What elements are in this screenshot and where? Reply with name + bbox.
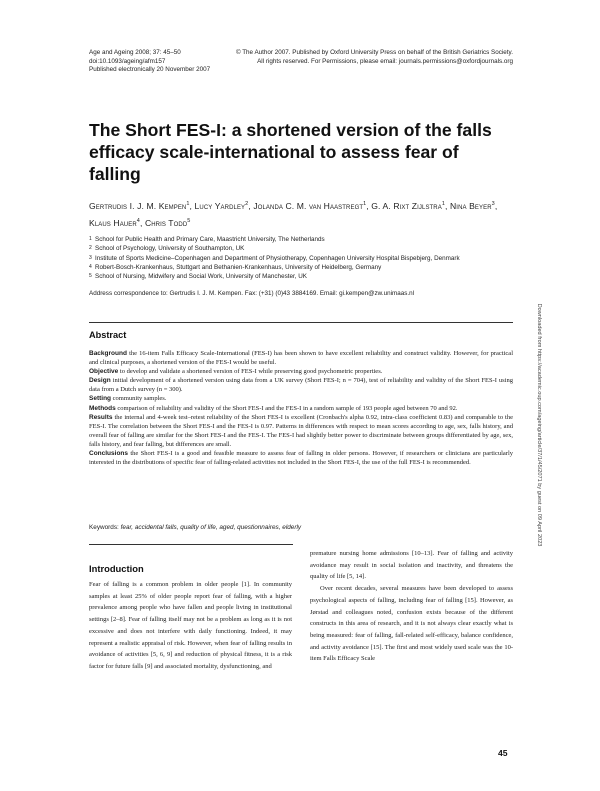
abstract-section-methods: [89, 404, 513, 413]
abstract-heading: Abstract: [89, 330, 127, 340]
affiliation-item: [89, 272, 513, 281]
right-column: [310, 548, 513, 665]
author-affiliation-mark: 1: [441, 201, 446, 207]
intro-paragraph-continued: premature nursing home admissions [10–13]. Fear of falling and activity avoidance may result in social isolation and inactivity, and threatens the quality of life [5, 14].: [310, 550, 513, 581]
keywords-list: fear, accidental falls, quality of life, aged, questionnaires, elderly: [120, 524, 302, 531]
affiliation-number: 5: [89, 273, 92, 280]
abstract-section-objective: [89, 367, 513, 376]
author: [89, 201, 190, 211]
intro-paragraph-2: Over recent decades, several measures have been developed to assess psychological aspects of falling, including fear of falling [15]. However, as Jørstad and colleagues noted, confusion exists because of the different constructs in this area of research, and it is not always clear exactly what is being measured: fear of falling, fall-related self-efficacy, balance confidence, and activity avoidance [15]. The first and most widely used scale was the 10-item Falls Efficacy Scale: [310, 585, 513, 663]
author: [195, 201, 249, 211]
introduction-heading: Introduction: [89, 563, 144, 574]
download-watermark: [534, 275, 544, 575]
correspondence-address: Address correspondence to: Gertrudis I. J. M. Kempen. Fax: (+31) (0)43 3884169. Email: gi.kempen@zw.unimaas.nl: [89, 290, 415, 298]
author-affiliation-mark: 1: [186, 201, 190, 207]
copyright-line: © The Author 2007. Published by Oxford University Press on behalf of the British Geriatrics Society.: [235, 49, 513, 56]
page-number: 45: [498, 748, 508, 758]
affiliation-text: Institute of Sports Medicine–Copenhagen and Department of Physiotherapy, Copenhagen University Hospital Bispebjerg, Denmark: [95, 254, 460, 262]
keywords-bottom-rule: [89, 544, 293, 545]
abstract-section-label: Conclusions: [89, 450, 129, 458]
keywords-label: Keywords:: [89, 524, 119, 531]
publication-date: Published electronically 20 November 2007: [89, 66, 211, 74]
author-name: Gertrudis I. J. M. Kempen: [89, 200, 187, 211]
abstract-section-results: [89, 413, 513, 449]
author-name: Klaus Hauer: [89, 218, 137, 229]
affiliation-number: 2: [89, 245, 92, 252]
abstract-section-label: Setting: [89, 395, 112, 403]
affiliation-text: School for Public Health and Primary Care, Maastricht University, The Netherlands: [95, 236, 325, 243]
author-affiliation-mark: 2: [245, 201, 249, 207]
abstract-section-background: [89, 349, 513, 367]
abstract-section-text: initial development of a shortened version using data from a UK survey (Short FES-I; n = 704), test of reliability and validity of the Short FES-I using data from a Dutch survey (n = 300).: [89, 377, 513, 394]
abstract-top-rule: [89, 322, 513, 323]
affiliation-text: Robert-Bosch-Krankenhaus, Stuttgart and Bethanien-Krankenhaus, University of Heidelberg, Germany: [95, 263, 382, 271]
author-name: G. A. Rixt Zijlstra: [371, 200, 442, 211]
abstract-section-setting: [89, 394, 513, 403]
left-column: [89, 579, 292, 673]
affiliation-item: [89, 244, 513, 253]
author-name: Nina Beyer: [450, 200, 492, 211]
rights-line: All rights reserved. For Permissions, please email: journals.permissions@oxfordjournals.org: [257, 57, 513, 65]
author-affiliation-mark: 1: [363, 201, 367, 207]
author: [371, 201, 445, 211]
doi[interactable]: doi:10.1093/ageing/afm157: [89, 57, 166, 65]
author-affiliation-mark: 3: [491, 201, 495, 207]
keywords-line: [89, 524, 513, 531]
author-name: Chris Todd: [144, 218, 188, 229]
affiliation-text: School of Nursing, Midwifery and Social Work, University of Manchester, UK: [95, 273, 307, 281]
affiliation-number: 4: [89, 263, 92, 270]
abstract-section-text: community samples.: [111, 395, 167, 403]
abstract-body: [89, 349, 513, 467]
author: [145, 218, 191, 228]
abstract-section-text: the 16-item Falls Efficacy Scale-International (FES-I) has been shown to have excellent reliability and construct validity. However, for practical and clinical purposes, a shortened version of the FES-I would be useful.: [89, 350, 513, 367]
affiliation-item: [89, 263, 513, 272]
author-affiliation-mark: 5: [187, 218, 191, 225]
author: [253, 201, 366, 211]
author-name: Jolanda C. M. van Haastregt: [253, 200, 364, 211]
author-list: Gertrudis I. J. M. Kempen$^1$, Lucy Yardley$^2$, Jolanda C. M. van Haastregt$^1$, G. A. Rixt Zijlstra$^1$, Nina Beyer$^3$, Klaus Hauer$^4$, Chris Todd$^5$: [89, 200, 498, 229]
author: [450, 201, 495, 211]
abstract-section-text: the Short FES-I is a good and feasible measure to assess fear of falling in older persons. However, if researchers or clinicians are particularly interested in the distributions of specific fear of falling-related activities not included in the Short FES-I, the use of the full FES-I is recommended.: [89, 450, 513, 467]
author: [89, 218, 140, 228]
abstract-section-design: [89, 376, 513, 394]
author-affiliation-mark: 4: [136, 218, 140, 225]
affiliation-number: 3: [89, 254, 92, 261]
affiliation-list: [89, 235, 513, 299]
author-name: Lucy Yardley: [194, 200, 246, 211]
abstract-section-text: comparison of reliability and validity of the Short FES-I and the FES-I in a random sample of 193 people aged between 70 and 92.: [115, 404, 458, 412]
affiliation-item: [89, 254, 513, 263]
abstract-section-label: Background: [89, 350, 127, 357]
download-watermark-text: Downloaded from https://academic.oup.com/ageing/article/37/1/45/2071 by guest on 09 April 2023: [536, 303, 542, 547]
abstract-section-text: the internal and 4-week test–retest reliability of the Short FES-I is excellent (Cronbach's alpha 0.92, intra-class coefficient 0.83) and comparable to the FES-I. The correlation between the Short FES-I and the FES-I is 0.97. Patterns in differences with respect to mean scores according to age, sex, falls history, and overall fear of falling are similar for the Short FES-I and the FES-I. The FES-I had slightly better power to discriminate between groups differentiated by age, sex, falls history, and fear falling, but differences are small.: [89, 413, 513, 448]
affiliation-number: 1: [89, 236, 92, 242]
affiliation-text: School of Psychology, University of Southampton, UK: [95, 245, 245, 253]
abstract-section-label: Methods: [89, 404, 116, 412]
abstract-section-label: Objective: [89, 368, 119, 376]
abstract-section-conclusions: [89, 449, 513, 467]
article-title: The Short FES-I: a shortened version of the falls efficacy scale-international to assess fear of falling: [89, 120, 492, 184]
running-header: [89, 49, 513, 75]
abstract-section-label: Results: [89, 413, 113, 421]
affiliation-item: [89, 235, 513, 244]
intro-paragraph-1: Fear of falling is a common problem in older people [1]. In community samples at least 25% of older people report fear of falling, with a higher prevalence among people who have fallen and people living in institutional settings [2–8]. Fear of falling itself may not be a problem as long as it is not excessive and does not interfere with daily functioning. Indeed, it may represent a realistic appraisal of risk. However, when fear of falling results in avoidance of activities [5, 6, 9] and reduction of physical fitness, it is a risk factor for future falls [9] and associated mortality, dysfunctioning, and: [89, 581, 292, 670]
abstract-section-label: Design: [89, 377, 111, 385]
abstract-section-text: to develop and validate a shortened version of FES-I while preserving good psychometric properties.: [118, 368, 383, 376]
journal-citation: Age and Ageing 2008; 37: 45–50: [89, 49, 181, 56]
